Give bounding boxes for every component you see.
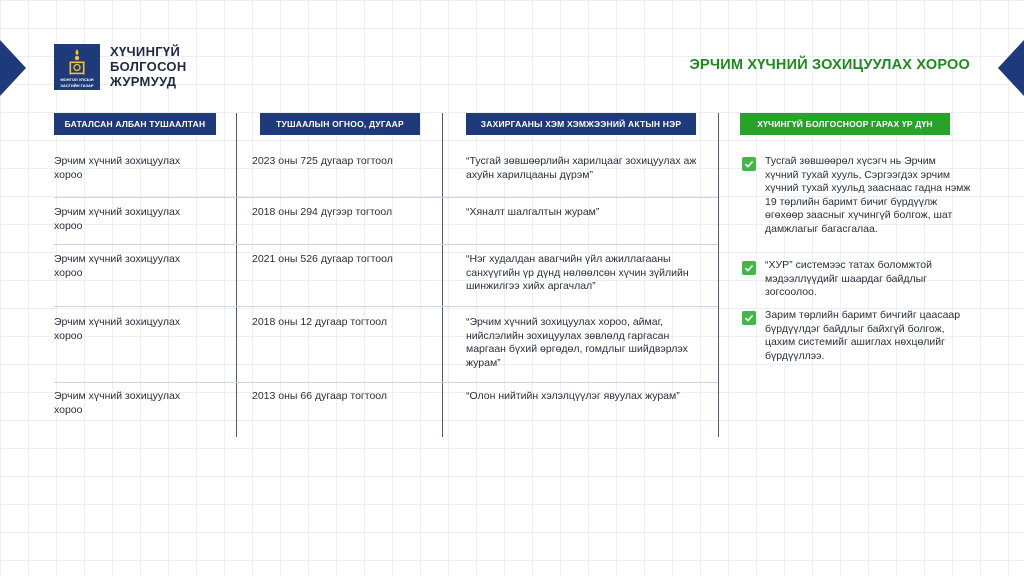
header-act-name: ЗАХИРГААНЫ ХЭМ ХЭМЖЭЭНИЙ АКТЫН НЭР [466,113,696,135]
cell-act: “Хяналт шалгалтын журам” [466,206,600,218]
cell-date: 2023 оны 725 дугаар тогтоол [252,155,393,167]
column-divider [718,113,719,437]
result-item [742,309,972,363]
row-divider [54,244,718,245]
cell-official: Эрчим хүчний зохицуулах хороо [54,316,181,342]
logo-caption-2: ЗАСГИЙН ГАЗАР [60,83,94,88]
cell-act: “Нэг худалдан авагчийн үйл ажиллагааны санхүүгийн үр дүнд нөлөөлсөн хүчин зүйлийн шинжилгээ хийх аргачлал” [466,253,689,292]
cell-date: 2018 оны 12 дугаар тогтоол [252,316,388,328]
row-divider [54,197,718,198]
header-result: ХҮЧИНГҮЙ БОЛГОСНООР ГАРАХ ҮР ДҮН [740,113,950,135]
result-text: “ХУР” системээс татах боломжтой мэдээллүүдийг шаардаг байдлыг зогсоолоо. [765,259,932,298]
cell-date: 2013 оны 66 дугаар тогтоол [252,390,388,402]
result-text: Зарим төрлийн баримт бичгийг цаасаар бүрдүүлдэг байдлыг байхгүй болгож, цахим системийг ашиглах нөхцөлийг бүрдүүллээ. [765,309,961,362]
brand-line: ЖУРМУУД [110,74,177,89]
cell-official: Эрчим хүчний зохицуулах хороо [54,206,181,232]
cell-official: Эрчим хүчний зохицуулах хороо [54,390,181,416]
page-title: ЭРЧИМ ХҮЧНИЙ ЗОХИЦУУЛАХ ХОРОО [689,57,970,73]
logo-caption-1: МОНГОЛ УЛСЫН [60,77,94,82]
header-date-number: ТУШААЛЫН ОГНОО, ДУГААР [260,113,420,135]
cell-act: “Олон нийтийн хэлэлцүүлэг явуулах журам” [466,390,680,402]
row-divider [54,306,718,307]
result-text: Тусгай зөвшөөрөл хүсэгч нь Эрчим хүчний тухай хууль, Сэргээгдэх эрчим хүчний тухай хуульд зааснаас гадна нэмж 19 төрлийн баримт бичиг бүрдүүлж өгөхөөр заасныг хүчингүй болгож, шат дамжлагыг багасгалаа. [765,155,971,235]
brand-line: БОЛГОСОН [110,59,187,74]
cell-date: 2021 оны 526 дугаар тогтоол [252,253,393,265]
cell-act: “Тусгай зөвшөөрлийн харилцааг зохицуулах аж ахуйн харилцааны дүрэм” [466,155,697,181]
cell-date: 2018 оны 294 дүгээр тогтоол [252,206,393,218]
result-item [742,155,972,236]
result-item [742,259,972,300]
column-divider [442,113,443,437]
cell-official: Эрчим хүчний зохицуулах хороо [54,155,181,181]
row-divider [54,382,718,383]
cell-act: “Эрчим хүчний зохицуулах хороо, аймаг, нийслэлийн зохицуулах зөвлөлд гаргасан маргаан бүхий өргөдөл, гомдлыг шийдвэрлэх журам” [466,316,688,369]
corner-decoration-left [0,40,26,96]
brand-title [110,44,187,89]
soyombo-emblem-icon [67,48,87,76]
checkmark-icon [742,157,756,171]
government-logo [54,44,100,90]
corner-decoration-right [998,40,1024,96]
column-divider [236,113,237,437]
header-approved-official: БАТАЛСАН АЛБАН ТУШААЛТАН [54,113,216,135]
brand-line: ХҮЧИНГҮЙ [110,44,181,59]
checkmark-icon [742,311,756,325]
cell-official: Эрчим хүчний зохицуулах хороо [54,253,181,279]
checkmark-icon [742,261,756,275]
